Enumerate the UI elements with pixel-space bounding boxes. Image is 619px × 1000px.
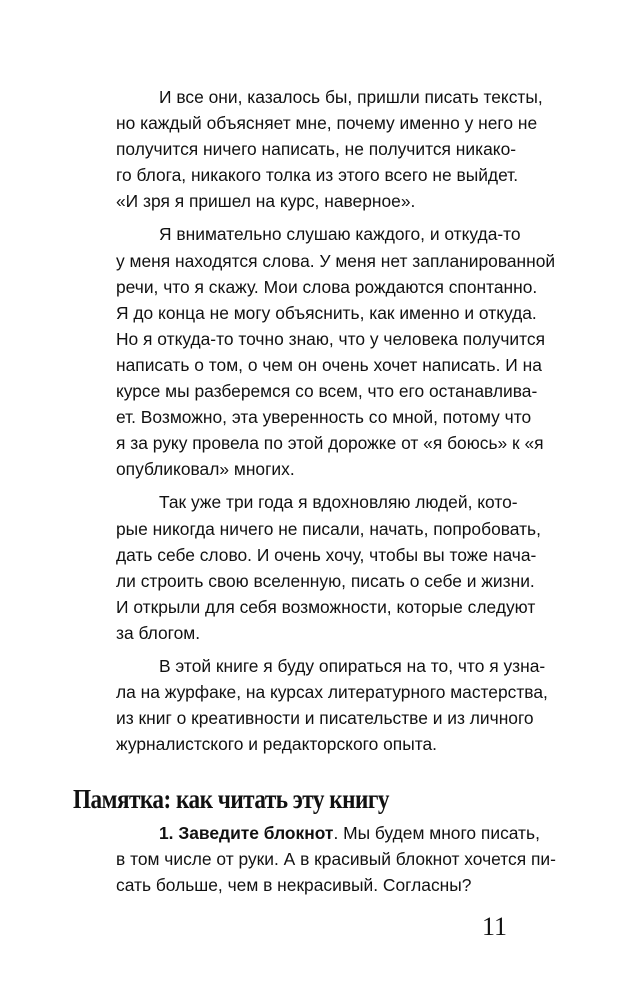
text-line: го блога, никакого толка из этого всего не выйдет. xyxy=(116,165,519,186)
text-line: я за руку провела по этой дорожке от «я боюсь» к «я xyxy=(116,433,544,454)
text-line: ет. Возможно, эта уверенность со мной, потому что xyxy=(116,407,532,428)
text-line: речи, что я скажу. Мои слова рождаются спонтанно. xyxy=(116,276,538,297)
text-line: Так уже три года я вдохновляю людей, кото- xyxy=(159,492,518,513)
text-line: Но я откуда-то точно знаю, что у человека получится xyxy=(116,328,545,349)
memo-item-1-text: . Мы будем много писать, xyxy=(333,823,540,843)
text-line: И открыли для себя возможности, которые следуют xyxy=(116,596,536,617)
paragraph-4 xyxy=(73,653,548,757)
text-line: Я внимательно слушаю каждого, и откуда-то xyxy=(159,224,521,245)
page-number: 11 xyxy=(482,912,508,941)
text-line: В этой книге я буду опираться на то, что я узна- xyxy=(159,655,546,676)
memo-item-1-title: 1. Заведите блокнот xyxy=(159,823,334,843)
text-line: журналистского и редакторского опыта. xyxy=(116,734,437,755)
text-line: в том числе от руки. А в красивый блокнот хочется пи- xyxy=(116,849,556,870)
text-line: у меня находятся слова. У меня нет запланированной xyxy=(116,250,556,271)
text-line: из книг о креативности и писательстве и из личного xyxy=(116,708,534,729)
text-line: И все они, казалось бы, пришли писать тексты, xyxy=(159,87,543,107)
text-line: написать о том, о чем он очень хочет написать. И на xyxy=(116,354,542,375)
text-line: Я до конца не могу объяснить, как именно и откуда. xyxy=(116,302,537,323)
paragraph-3 xyxy=(73,489,541,646)
text-line: курсе мы разберемся со всем, что его останавлива- xyxy=(116,381,538,402)
section-heading-container xyxy=(73,784,440,815)
text-line: сать больше, чем в некрасивый. Согласны? xyxy=(116,875,472,896)
body-text xyxy=(73,84,556,764)
text-line: опубликовал» многих. xyxy=(116,459,295,480)
text-line: но каждый объясняет мне, почему именно у него не xyxy=(116,113,538,134)
section-heading: Памятка: как читать эту книгу xyxy=(73,784,389,814)
memo-item-1 xyxy=(73,820,556,898)
text-line: получится ничего написать, не получится никако- xyxy=(116,139,517,160)
text-line: за блогом. xyxy=(116,622,201,643)
text-line xyxy=(73,820,540,846)
text-line: ли строить свою вселенную, писать о себе и жизни. xyxy=(116,570,535,591)
text-line: «И зря я пришел на курс, наверное». xyxy=(116,191,416,212)
paragraph-1 xyxy=(73,84,543,214)
text-line: ла на журфаке, на курсах литературного мастерства, xyxy=(116,682,548,703)
text-line: дать себе слово. И очень хочу, чтобы вы тоже нача- xyxy=(116,544,537,565)
text-line: рые никогда ничего не писали, начать, попробовать, xyxy=(116,518,541,539)
paragraph-2 xyxy=(73,221,556,482)
